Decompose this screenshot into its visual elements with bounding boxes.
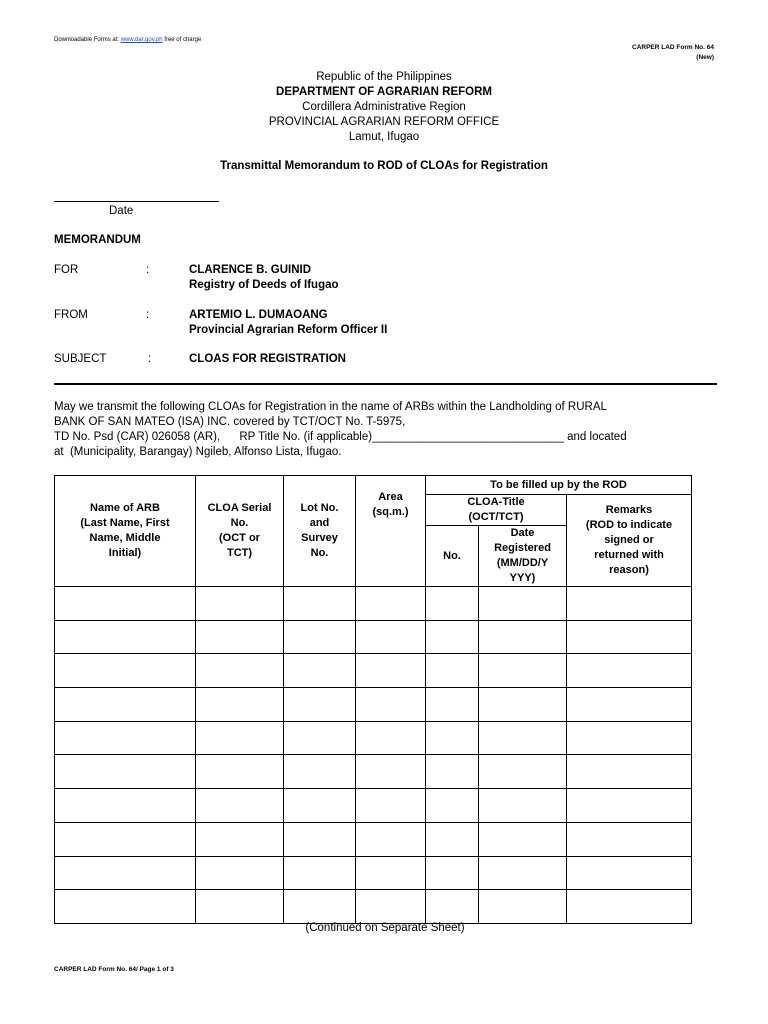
table-cell[interactable] xyxy=(196,688,284,722)
table-cell[interactable] xyxy=(55,721,196,755)
table-row xyxy=(55,620,692,654)
table-cell[interactable] xyxy=(196,587,284,621)
table-cell[interactable] xyxy=(196,789,284,823)
table-cell[interactable] xyxy=(284,620,356,654)
sender-name: ARTEMIO L. DUMAOANG xyxy=(189,309,328,321)
paragraph-line: TD No. Psd (CAR) 026058 (AR), RP Title No. (if applicable)______________________________ and located xyxy=(54,431,627,443)
dar-website-link[interactable]: www.dar.gov.ph xyxy=(120,37,163,43)
continued-note: (Continued on Separate Sheet) xyxy=(305,922,465,934)
rod-section-header: To be filled up by the ROD xyxy=(426,476,692,495)
republic-line: Republic of the Philippines xyxy=(316,71,452,83)
table-cell[interactable] xyxy=(284,688,356,722)
table-cell[interactable] xyxy=(426,822,479,856)
table-cell[interactable] xyxy=(55,654,196,688)
table-cell[interactable] xyxy=(479,688,567,722)
table-cell[interactable] xyxy=(567,587,692,621)
location-line: Lamut, Ifugao xyxy=(348,131,420,143)
table-cell[interactable] xyxy=(284,755,356,789)
sender-position: Provincial Agrarian Reform Officer II xyxy=(189,324,388,336)
table-cell[interactable] xyxy=(567,822,692,856)
table-cell[interactable] xyxy=(196,620,284,654)
download-note xyxy=(54,37,201,43)
table-cell[interactable] xyxy=(356,856,426,890)
table-cell[interactable] xyxy=(479,822,567,856)
table-row xyxy=(55,789,692,823)
table-cell[interactable] xyxy=(426,654,479,688)
table-cell[interactable] xyxy=(196,822,284,856)
subject-value: CLOAS FOR REGISTRATION xyxy=(189,353,346,365)
table-cell[interactable] xyxy=(426,688,479,722)
department-line: DEPARTMENT OF AGRARIAN REFORM xyxy=(276,86,492,98)
table-row xyxy=(55,856,692,890)
for-recipient xyxy=(189,263,339,293)
table-cell[interactable] xyxy=(567,755,692,789)
recipient-name: CLARENCE B. GUINID xyxy=(189,264,312,276)
table-cell[interactable] xyxy=(426,789,479,823)
table-row xyxy=(55,890,692,924)
table-cell[interactable] xyxy=(567,721,692,755)
table-cell[interactable] xyxy=(284,721,356,755)
table-cell[interactable] xyxy=(196,755,284,789)
table-cell[interactable] xyxy=(567,789,692,823)
table-cell[interactable] xyxy=(55,688,196,722)
for-colon: : xyxy=(146,264,150,276)
from-colon: : xyxy=(146,309,150,321)
table-cell[interactable] xyxy=(479,856,567,890)
letterhead xyxy=(0,70,768,145)
table-cell[interactable] xyxy=(479,890,567,924)
table-cell[interactable] xyxy=(356,620,426,654)
table-cell[interactable] xyxy=(426,755,479,789)
table-cell[interactable] xyxy=(426,890,479,924)
from-sender xyxy=(189,308,387,338)
table-cell[interactable] xyxy=(196,856,284,890)
date-signature-line[interactable] xyxy=(54,201,219,202)
region-line: Cordillera Administrative Region xyxy=(302,101,466,113)
from-label: FROM xyxy=(54,309,88,321)
table-body xyxy=(55,587,692,924)
table-row xyxy=(55,755,692,789)
table-cell[interactable] xyxy=(479,587,567,621)
table-cell[interactable] xyxy=(479,654,567,688)
table-cell[interactable] xyxy=(284,856,356,890)
table-cell[interactable] xyxy=(55,856,196,890)
cloa-table xyxy=(54,475,692,924)
table-cell[interactable] xyxy=(479,755,567,789)
page-footer: CARPER LAD Form No. 64/ Page 1 of 3 xyxy=(54,966,174,973)
table-cell[interactable] xyxy=(356,755,426,789)
download-note-prefix: Downloadable Forms at: xyxy=(54,37,121,43)
table-cell[interactable] xyxy=(356,688,426,722)
col-cloa-serial: CLOA Serial No. (OCT or TCT) xyxy=(196,476,284,587)
col-name-of-arb: Name of ARB (Last Name, First Name, Middle Initial) xyxy=(55,476,196,587)
table-cell[interactable] xyxy=(356,789,426,823)
download-note-suffix: free of charge xyxy=(162,37,202,43)
table-cell[interactable] xyxy=(196,654,284,688)
table-cell[interactable] xyxy=(55,755,196,789)
table-cell[interactable] xyxy=(196,721,284,755)
table-cell[interactable] xyxy=(196,890,284,924)
table-row xyxy=(55,654,692,688)
form-number-label: CARPER LAD Form No. 64 xyxy=(632,44,714,51)
col-no: No. xyxy=(426,526,479,587)
table-row xyxy=(55,721,692,755)
table-cell[interactable] xyxy=(426,587,479,621)
table-cell[interactable] xyxy=(55,890,196,924)
table-row xyxy=(55,688,692,722)
col-remarks: Remarks (ROD to indicate signed or returned with reason) xyxy=(567,495,692,587)
table-cell[interactable] xyxy=(479,620,567,654)
subject-colon: : xyxy=(148,353,152,365)
for-label: FOR xyxy=(54,264,79,276)
table-cell[interactable] xyxy=(284,587,356,621)
transmittal-paragraph xyxy=(54,400,718,460)
paragraph-line: at (Municipality, Barangay) Ngileb, Alfonso Lista, Ifugao. xyxy=(54,446,342,458)
table-cell[interactable] xyxy=(284,789,356,823)
horizontal-rule xyxy=(54,383,717,385)
table-cell[interactable] xyxy=(426,856,479,890)
col-area: Area (sq.m.) xyxy=(356,476,426,587)
table-row xyxy=(55,587,692,621)
table-cell[interactable] xyxy=(284,890,356,924)
paragraph-line: May we transmit the following CLOAs for Registration in the name of ARBs within the Landholding of RURAL xyxy=(54,401,607,413)
subject-label: SUBJECT xyxy=(54,353,107,365)
table-cell[interactable] xyxy=(356,721,426,755)
paragraph-line: BANK OF SAN MATEO (ISA) INC. covered by TCT/OCT No. T-5975, xyxy=(54,416,406,428)
table-cell[interactable] xyxy=(356,822,426,856)
table-cell[interactable] xyxy=(356,587,426,621)
recipient-position: Registry of Deeds of Ifugao xyxy=(189,279,339,291)
col-cloa-title: CLOA-Title (OCT/TCT) xyxy=(426,495,567,526)
office-line: PROVINCIAL AGRARIAN REFORM OFFICE xyxy=(268,116,500,128)
col-lot-no: Lot No. and Survey No. xyxy=(284,476,356,587)
table-cell[interactable] xyxy=(567,856,692,890)
table-cell[interactable] xyxy=(284,654,356,688)
table-cell[interactable] xyxy=(479,721,567,755)
table-cell[interactable] xyxy=(356,890,426,924)
table-cell[interactable] xyxy=(479,789,567,823)
form-number-status: (New) xyxy=(696,54,714,61)
table-cell[interactable] xyxy=(55,822,196,856)
table-cell[interactable] xyxy=(55,789,196,823)
table-cell[interactable] xyxy=(356,654,426,688)
table-cell[interactable] xyxy=(55,620,196,654)
table-cell[interactable] xyxy=(567,688,692,722)
table-cell[interactable] xyxy=(426,721,479,755)
table-row xyxy=(55,822,692,856)
table-cell[interactable] xyxy=(567,890,692,924)
table-cell[interactable] xyxy=(284,822,356,856)
table-cell[interactable] xyxy=(567,654,692,688)
table-cell[interactable] xyxy=(426,620,479,654)
form-number xyxy=(632,43,714,63)
date-label: Date xyxy=(109,205,134,217)
memorandum-label: MEMORANDUM xyxy=(54,234,141,246)
table-cell[interactable] xyxy=(567,620,692,654)
table-cell[interactable] xyxy=(55,587,196,621)
document-title: Transmittal Memorandum to ROD of CLOAs for Registration xyxy=(220,160,548,172)
col-date-registered: Date Registered (MM/DD/Y YYY) xyxy=(479,526,567,587)
